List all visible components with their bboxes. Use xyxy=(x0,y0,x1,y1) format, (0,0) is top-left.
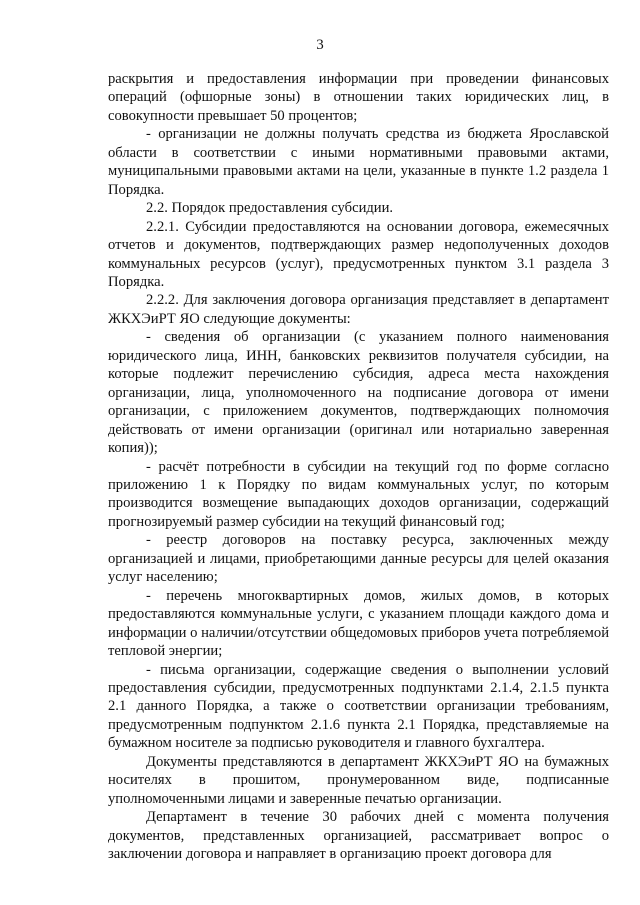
paragraph-documents-submission: Документы представляются в департамент ЖКХЭиРТ ЯО на бумажных носителях в прошитом, пронумерованном виде, подписанные уполномоченными лицами и заверенные печатью организации. xyxy=(108,753,609,807)
paragraph-2-2-1: 2.2.1. Субсидии предоставляются на основании договора, ежемесячных отчетов и документов, подтверждающих размер недополученных доходов коммунальных ресурсов (услуг), предусмотренных пунктом 3.1 раздела 3 Порядка. xyxy=(108,218,609,290)
paragraph-budget-condition: - организации не должны получать средства из бюджета Ярославской области в соответствии с иными нормативными правовыми актами, муниципальными правовыми актами на цели, указанные в пункте 1.2 раздела 1 Порядка. xyxy=(108,126,609,198)
list-item-houses-list: - перечень многоквартирных домов, жилых домов, в которых предоставляются коммунальные услуги, с указанием площади каждого дома и информации о наличии/отсутствии общедомовых приборов учета потребляемой тепловой энергии; xyxy=(108,587,609,660)
list-item-contracts-register: - реестр договоров на поставку ресурса, заключенных между организацией и лицами, приобретающими данные ресурсы для целей оказания услуг населению; xyxy=(108,532,609,586)
list-item-organization-letters: - письма организации, содержащие сведения о выполнении условий предоставления субсидии, предусмотренных подпунктами 2.1.4, 2.1.5 пункта 2.1 данного Порядка, а также о соответствии организации требованиям, предусмотренным подпунктом 2.1.6 пункта 2.1 Порядка, представляемые на бумажном носителе за подписью руководителя и главного бухгалтера. xyxy=(108,661,609,752)
paragraph-heading-2-2: 2.2. Порядок предоставления субсидии. xyxy=(146,200,394,217)
paragraph-continuation: раскрытия и предоставления информации при проведении финансовых операций (офшорные зоны) в отношении таких юридических лиц, в совокупности превышает 50 процентов; xyxy=(108,71,609,124)
list-item-organization-info: - сведения об организации (с указанием полного наименования юридического лица, ИНН, банковских реквизитов получателя субсидии, на которые подлежит перечислению субсидия, адреса места нахождения организации, лица, уполномоченного на подписание договора от имени организации, с приложением документов, подтверждающих полномочия действовать от имени организации (оригинал или нотариально заверенная копия)); xyxy=(108,329,609,457)
list-item-subsidy-calculation: - расчёт потребности в субсидии на текущий год по форме согласно приложению 1 к Порядку по видам коммунальных услуг, по которым производится возмещение выпадающих доходов организации, содержащий прогнозируемый размер субсидии на текущий финансовый год; xyxy=(108,458,609,530)
document-body xyxy=(108,70,609,863)
page-number: 3 xyxy=(316,37,324,53)
paragraph-department-review: Департамент в течение 30 рабочих дней с момента получения документов, представленных организацией, рассматривает вопрос о заключении договора и направляет в организацию проект договора для xyxy=(108,809,609,863)
paragraph-2-2-2: 2.2.2. Для заключения договора организация представляет в департамент ЖКХЭиРТ ЯО следующие документы: xyxy=(108,292,609,327)
